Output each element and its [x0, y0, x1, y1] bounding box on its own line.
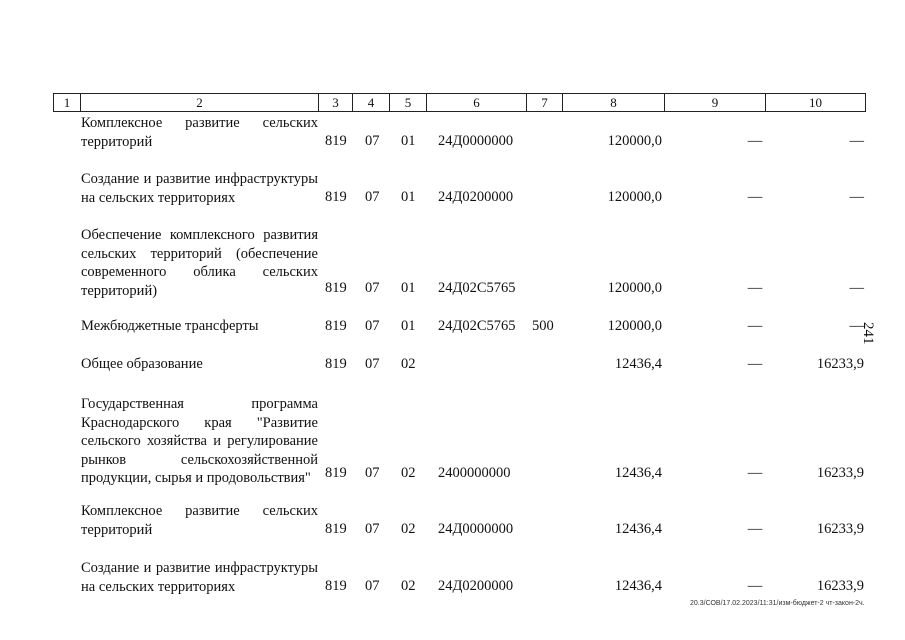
header-cell: 5	[404, 95, 412, 110]
cell-col9: —	[747, 318, 763, 334]
cell-col10: 16233,9	[816, 465, 864, 481]
cell-col10: —	[849, 318, 864, 334]
cell-col9: —	[747, 578, 763, 594]
cell-subsection: 02	[401, 356, 416, 372]
cell-expense-type: 500	[532, 318, 554, 334]
cell-section: 07	[365, 356, 380, 372]
cell-col9: —	[747, 465, 763, 481]
cell-subsection: 01	[401, 280, 416, 296]
cell-amount: 12436,4	[614, 465, 662, 481]
header-cell: 1	[63, 95, 71, 110]
cell-section: 07	[365, 133, 380, 149]
cell-code: 819	[325, 465, 347, 481]
cell-col10: —	[849, 133, 864, 149]
cell-subsection: 01	[401, 189, 416, 205]
cell-subsection: 02	[401, 465, 416, 481]
header-cell: 2	[196, 95, 203, 110]
cell-col9: —	[747, 280, 763, 296]
cell-code: 819	[325, 189, 347, 205]
cell-section: 07	[365, 189, 380, 205]
footer-code: 20.3/СОВ/17.02.2023/11:31/изм-бюджет-2 чт-закон-2ч.	[690, 600, 865, 607]
cell-amount: 120000,0	[607, 189, 662, 205]
cell-col10: 16233,9	[816, 521, 864, 537]
cell-subsection: 02	[401, 521, 416, 537]
row-name: Межбюджетные трансферты	[81, 318, 259, 334]
header-cell: 10	[809, 95, 822, 110]
cell-section: 07	[365, 280, 380, 296]
cell-code: 819	[325, 521, 347, 537]
cell-target: 24Д0000000	[438, 133, 514, 149]
cell-amount: 12436,4	[614, 356, 662, 372]
cell-code: 819	[325, 578, 347, 594]
row-name: Государственная программа Краснодарского края "Развитие сельского хозяйства и регулирование рынков сельскохозяйственной продукции, сырья и продовольствия"	[81, 396, 318, 486]
cell-col10: 16233,9	[816, 356, 864, 372]
cell-amount: 120000,0	[607, 133, 662, 149]
cell-code: 819	[325, 133, 347, 149]
cell-target: 24Д0200000	[438, 578, 514, 594]
cell-subsection: 01	[401, 133, 416, 149]
cell-amount: 12436,4	[614, 578, 662, 594]
cell-col9: —	[747, 356, 763, 372]
cell-subsection: 01	[401, 318, 416, 334]
cell-amount: 12436,4	[614, 521, 662, 537]
cell-target: 2400000000	[438, 465, 511, 481]
cell-col9: —	[747, 189, 763, 205]
row-name: Обеспечение комплексного развития сельских территорий (обеспечение современного облика сельских территорий)	[81, 227, 318, 299]
cell-amount: 120000,0	[607, 318, 662, 334]
cell-section: 07	[365, 318, 380, 334]
cell-col10: —	[849, 189, 864, 205]
header-cell: 9	[711, 95, 719, 110]
cell-col9: —	[747, 521, 763, 537]
header-cell: 8	[610, 95, 617, 110]
table-header	[53, 93, 866, 112]
cell-subsection: 02	[401, 578, 416, 594]
cell-col10: —	[849, 280, 864, 296]
header-cell: 4	[367, 95, 375, 110]
cell-target: 24Д02С5765	[438, 280, 516, 296]
row-name: Комплексное развитие сельских территорий	[81, 503, 318, 538]
header-cell: 7	[541, 95, 548, 110]
cell-section: 07	[365, 521, 380, 537]
header-cell: 6	[473, 95, 480, 110]
cell-code: 819	[325, 356, 347, 372]
cell-target: 24Д0200000	[438, 189, 514, 205]
cell-section: 07	[365, 578, 380, 594]
row-name: Общее образование	[81, 356, 203, 372]
cell-amount: 120000,0	[607, 280, 662, 296]
cell-target: 24Д0000000	[438, 521, 514, 537]
row-name: Комплексное развитие сельских территорий	[81, 115, 318, 150]
cell-col10: 16233,9	[816, 578, 864, 594]
row-name: Создание и развитие инфраструктуры на сельских территориях	[81, 171, 318, 206]
header-cell: 3	[332, 95, 339, 110]
cell-col9: —	[747, 133, 763, 149]
page-number: 241	[860, 322, 876, 345]
row-name: Создание и развитие инфраструктуры на сельских территориях	[81, 560, 318, 595]
cell-code: 819	[325, 280, 347, 296]
cell-code: 819	[325, 318, 347, 334]
cell-section: 07	[365, 465, 380, 481]
cell-target: 24Д02С5765	[438, 318, 516, 334]
